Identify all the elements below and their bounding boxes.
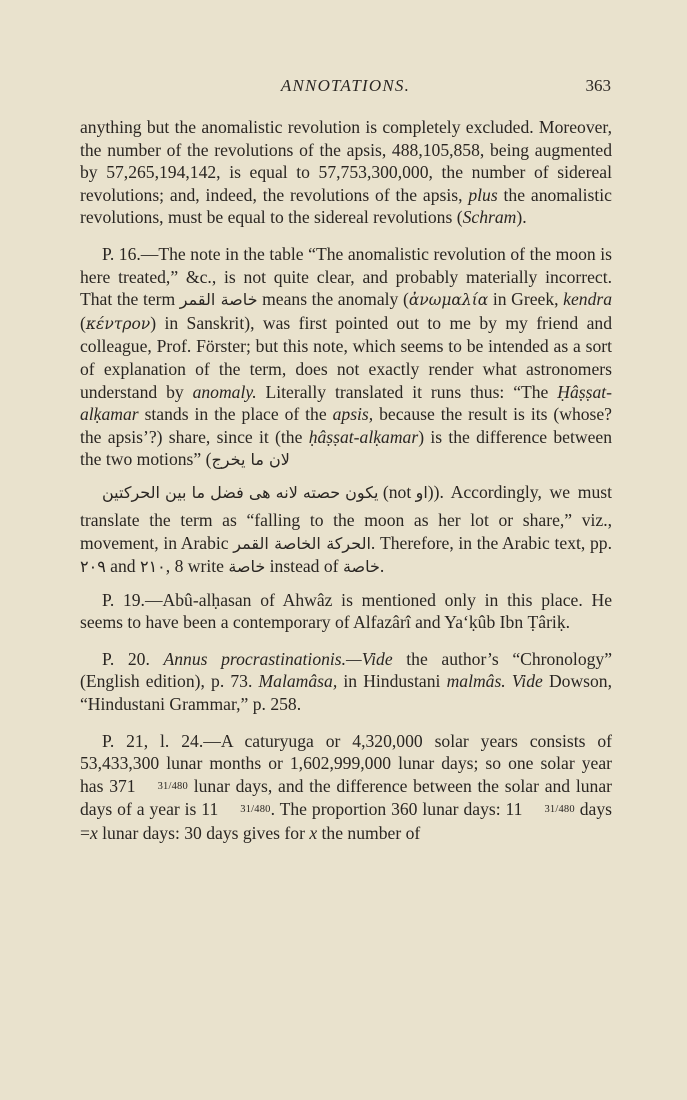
running-head: [80, 76, 611, 100]
text-run: days =: [80, 799, 612, 844]
running-title: ANNOTATIONS.: [280, 76, 411, 95]
text-run: . Therefore, in the Arabic text, pp.: [370, 532, 612, 553]
arabic-word: خاصة: [342, 557, 380, 577]
arabic-word: خاصة: [228, 557, 266, 577]
paragraph-p20: [80, 648, 612, 716]
paragraph-p16: [80, 243, 612, 579]
author-citation: Schram: [462, 207, 517, 228]
text-run: . The proportion 360 lunar days: 11: [270, 799, 523, 820]
transliterated-term: Ḥâṣṣat-alḳamar: [80, 381, 612, 425]
transliterated-term: ḥâṣṣat-alḳamar: [308, 426, 419, 447]
latin-term: Annus procrastinationis.—Vide: [163, 648, 393, 669]
paragraph-continuation: [80, 116, 612, 229]
page-number: 363: [585, 76, 611, 95]
arabic-page-number: ٢٠٩: [80, 557, 106, 577]
text-run: ).: [516, 207, 527, 228]
fraction: 31/480: [157, 780, 188, 792]
greek-term: κέντρον: [85, 314, 151, 333]
text-run: ). Accordingly, we must translate the term as “falling to the moon as her lot or share,” viz., movement, in Arabic: [80, 481, 612, 553]
fraction: 31/480: [544, 804, 575, 816]
arabic-page-number: ٢١٠: [139, 557, 166, 577]
paragraph-p21: [80, 730, 612, 845]
text-run: (not: [378, 481, 416, 502]
sanskrit-term: kendra: [563, 289, 613, 310]
paragraph-p19: P. 19.—Abû-alḥasan of Ahwâz is mentioned only in this place. He seems to have been a contemporary of Alfazârî and Ya‘ḳûb Ibn Ṭâriḳ.: [80, 589, 612, 633]
text-run: Dowson, “Hindustani Grammar,” p. 258.: [80, 671, 612, 715]
latin-term: Vide: [511, 671, 543, 692]
text-run: stands in the place of the: [138, 404, 333, 425]
text-run: P. 21, l. 24.—A caturyuga or 4,320,000 solar years consists of 53,433,300 lunar months or 1,602,999,000 lunar days; so one solar year has 371: [80, 730, 612, 796]
hindustani-term: malmâs.: [446, 671, 506, 692]
text-run: instead of: [265, 556, 343, 577]
arabic-phrase: يكون حصته لانه هى فضل ما بين الحركتين: [102, 482, 379, 502]
text-run: the author’s “Chronology” (English edition), p. 73.: [80, 648, 613, 692]
arabic-phrase: الحركة الخاصة القمر: [233, 533, 371, 553]
text-run: Literally translated it runs thus: “The: [256, 381, 558, 402]
text-run: because the result is its (whose? the apsis’?) share, since it (the: [80, 404, 612, 447]
text-run: P. 16.—The note in the table “The anomalistic revolution of the moon is here treated,” &c., is not quite clear, and probably materially incorrect. That the term: [80, 243, 612, 310]
text-run: in Greek,: [488, 289, 564, 310]
fraction: 31/480: [240, 804, 271, 816]
text-run: P. 20.: [102, 648, 164, 669]
arabic-term: خاصة القمر: [179, 290, 258, 310]
text-run: , 8 write: [165, 556, 229, 577]
text-run: the number of: [317, 823, 421, 844]
text-run: lunar days: 30 days gives for: [97, 823, 310, 844]
sanskrit-term: Malamâsa,: [258, 671, 338, 692]
arabic-phrase: لان ما يخرج: [211, 450, 290, 470]
italic-term: anomaly.: [192, 381, 257, 402]
text-run: .: [379, 556, 385, 577]
text-run: in Hindustani: [337, 671, 447, 692]
page-body: [80, 116, 612, 859]
text-run: ) in Sanskrit), was first pointed out to me by my friend and colleague, Prof. Förster; but this note, which seems to be intended as a sort of explanation of the term, does not exactly render what astronomers understand by: [80, 312, 612, 402]
greek-term: ἀνωμαλία: [408, 291, 489, 310]
math-variable: x: [89, 823, 98, 844]
text-run: ): [427, 481, 434, 502]
math-variable: x: [309, 823, 318, 844]
text-run: (: [80, 312, 86, 333]
italic-term: apsis,: [332, 404, 374, 425]
text-run: ) is the difference between the two motions” (: [80, 426, 612, 470]
text-run: lunar days, and the difference between the solar and lunar days of a year is 11: [80, 775, 612, 820]
italic-term: plus: [468, 184, 498, 205]
text-run: means the anomaly (: [257, 289, 409, 310]
text-run: and: [105, 556, 140, 577]
arabic-word: او: [415, 482, 428, 502]
text-run: the anomalistic revolutions, must be equal to the sidereal revolutions (: [80, 184, 612, 228]
text-run: anything but the anomalistic revolution is completely excluded. Moreover, the number of the revolutions of the apsis, 488,105,858, being augmented by 57,265,194,142, is equal to 57,753,300,000, the number of sidereal revolutions; and, indeed, the revolutions of the apsis,: [80, 117, 612, 205]
